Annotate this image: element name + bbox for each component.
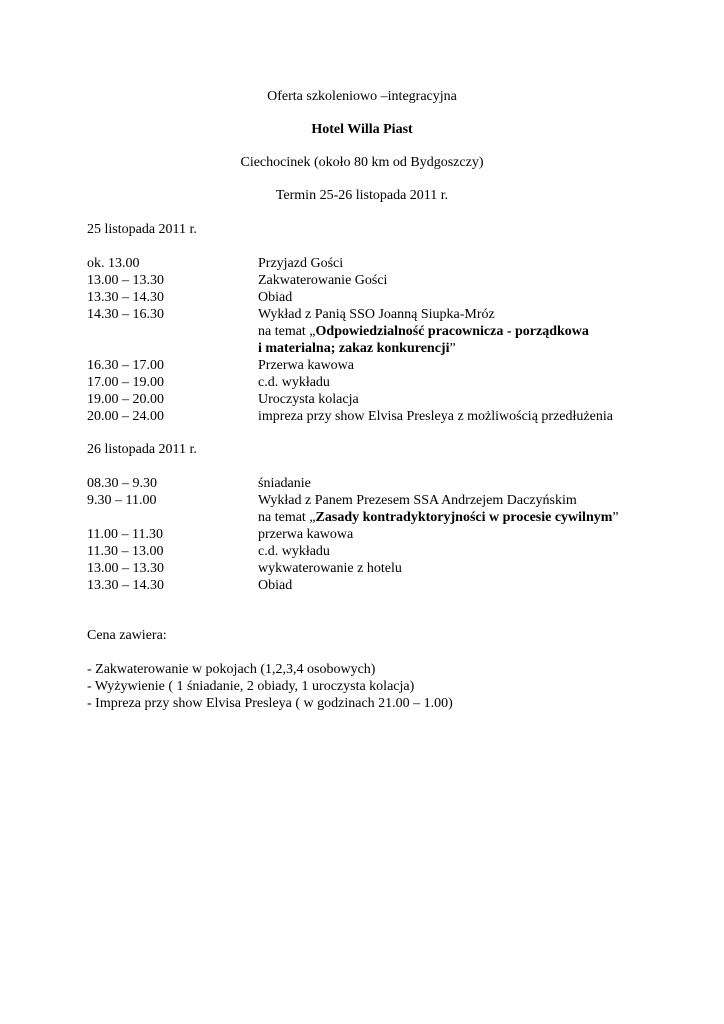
topic-prefix: na temat „ [258, 324, 316, 339]
topic-title: Zasady kontradyktoryjności w procesie cywilnym [315, 510, 613, 525]
schedule-time: 13.00 – 13.30 [87, 561, 164, 576]
price-item: - Impreza przy show Elvisa Presleya ( w godzinach 21.00 – 1.00) [87, 696, 453, 711]
schedule-time: 11.00 – 11.30 [87, 527, 163, 542]
schedule-item: śniadanie [258, 476, 311, 491]
schedule-time: 13.00 – 13.30 [87, 273, 164, 288]
day1-heading: 25 listopada 2011 r. [87, 222, 197, 237]
lecture-topic-cont [258, 340, 456, 357]
lecture-topic [258, 323, 589, 340]
schedule-item: Wykład z Panem Prezesem SSA Andrzejem Daczyńskim [258, 493, 577, 508]
price-item: - Zakwaterowanie w pokojach (1,2,3,4 osobowych) [87, 662, 376, 677]
schedule-item: Przyjazd Gości [258, 256, 344, 271]
schedule-time: 16.30 – 17.00 [87, 358, 164, 373]
hotel-name-text: Hotel Willa Piast [311, 122, 413, 137]
schedule-time: 14.30 – 16.30 [87, 307, 164, 322]
schedule-item: Zakwaterowanie Gości [258, 273, 388, 288]
schedule-time: 11.30 – 13.00 [87, 544, 164, 559]
schedule-item: Przerwa kawowa [258, 358, 355, 373]
schedule-item: Uroczysta kolacja [258, 392, 359, 407]
term: Termin 25-26 listopada 2011 r. [275, 188, 449, 203]
schedule-time: 20.00 – 24.00 [87, 409, 164, 424]
lecture-topic [258, 509, 619, 526]
schedule-time: 19.00 – 20.00 [87, 392, 164, 407]
topic-prefix: na temat „ [258, 510, 316, 525]
schedule-time: 13.30 – 14.30 [87, 578, 164, 593]
topic-suffix: ” [612, 510, 619, 525]
schedule-time: 9.30 – 11.00 [87, 493, 157, 508]
hotel-name [0, 121, 724, 138]
schedule-item: Obiad [258, 290, 293, 305]
price-item: - Wyżywienie ( 1 śniadanie, 2 obiady, 1 uroczysta kolacja) [87, 679, 415, 694]
topic-title-cont: i materialna; zakaz konkurencji [258, 341, 450, 356]
schedule-item: c.d. wykładu [258, 544, 330, 559]
schedule-time: ok. 13.00 [87, 256, 140, 271]
schedule-time: 13.30 – 14.30 [87, 290, 164, 305]
schedule-item: impreza przy show Elvisa Presleya z możliwością przedłużenia [258, 409, 613, 424]
topic-title: Odpowiedzialność pracownicza - porządkowa [315, 324, 589, 339]
schedule-time: 08.30 – 9.30 [87, 476, 157, 491]
schedule-item: wykwaterowanie z hotelu [258, 561, 402, 576]
schedule-item: Obiad [258, 578, 293, 593]
schedule-item: c.d. wykładu [258, 375, 330, 390]
topic-suffix: ” [449, 341, 456, 356]
price-heading: Cena zawiera: [87, 628, 167, 643]
offer-title: Oferta szkoleniowo –integracyjna [267, 89, 457, 104]
location: Ciechocinek (około 80 km od Bydgoszczy) [240, 155, 484, 170]
schedule-time: 17.00 – 19.00 [87, 375, 164, 390]
day2-heading: 26 listopada 2011 r. [87, 442, 197, 457]
schedule-item: przerwa kawowa [258, 527, 354, 542]
schedule-item: Wykład z Panią SSO Joanną Siupka-Mróz [258, 307, 495, 322]
